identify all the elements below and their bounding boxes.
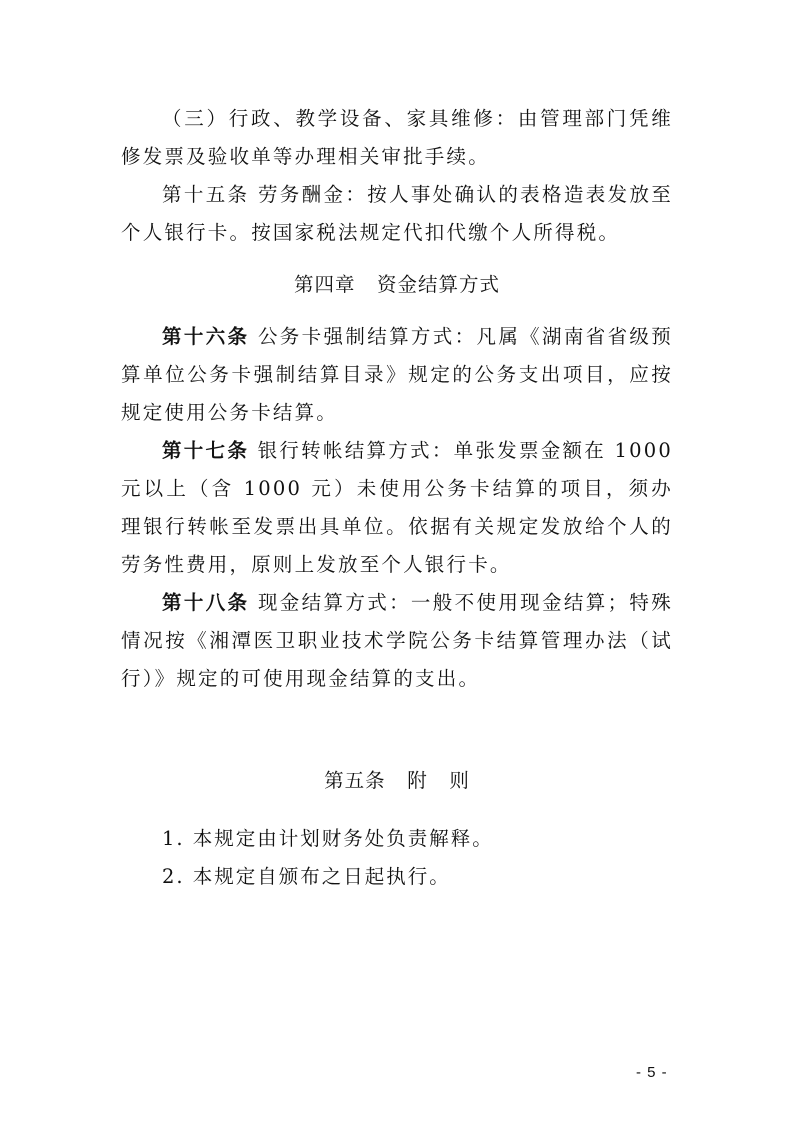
article-16-label: 第十六条 bbox=[162, 325, 250, 348]
page-number: - 5 - bbox=[636, 1064, 668, 1081]
article-17 bbox=[121, 432, 673, 584]
article-18-text: 现金结算方式：一般不使用现金结算；特殊情况按《湘潭医卫职业技术学院公务卡结算管理办法（试行）》规定的可使用现金结算的支出。 bbox=[121, 591, 673, 690]
article-18 bbox=[121, 584, 673, 698]
paragraph-equipment-repair: （三）行政、教学设备、家具维修：由管理部门凭维修发票及验收单等办理相关审批手续。 bbox=[121, 107, 673, 168]
article-15-labor-remuneration: 第十五条 劳务酬金：按人事处确认的表格造表发放至个人银行卡。按国家税法规定代扣代缴个人所得税。 bbox=[121, 183, 673, 244]
article-18-label: 第十八条 bbox=[162, 591, 250, 614]
article-17-label: 第十七条 bbox=[162, 439, 250, 462]
list-item: 2. 本规定自颁布之日起执行。 bbox=[162, 865, 451, 888]
list-item: 1. 本规定由计划财务处负责解释。 bbox=[162, 827, 494, 850]
chapter-5-heading: 第五条 附 则 bbox=[324, 769, 470, 792]
article-17-text: 银行转帐结算方式：单张发票金额在 1000 元以上（含 1000 元）未使用公务卡结算的项目，须办理银行转帐至发票出具单位。依据有关规定发放给个人的劳务性费用，原则上发放至个人银行卡。 bbox=[121, 439, 673, 576]
article-16-text: 公务卡强制结算方式：凡属《湖南省省级预算单位公务卡强制结算目录》规定的公务支出项目，应按规定使用公务卡结算。 bbox=[121, 325, 673, 424]
article-16 bbox=[121, 318, 673, 432]
chapter-4-heading: 第四章 资金结算方式 bbox=[293, 273, 501, 296]
